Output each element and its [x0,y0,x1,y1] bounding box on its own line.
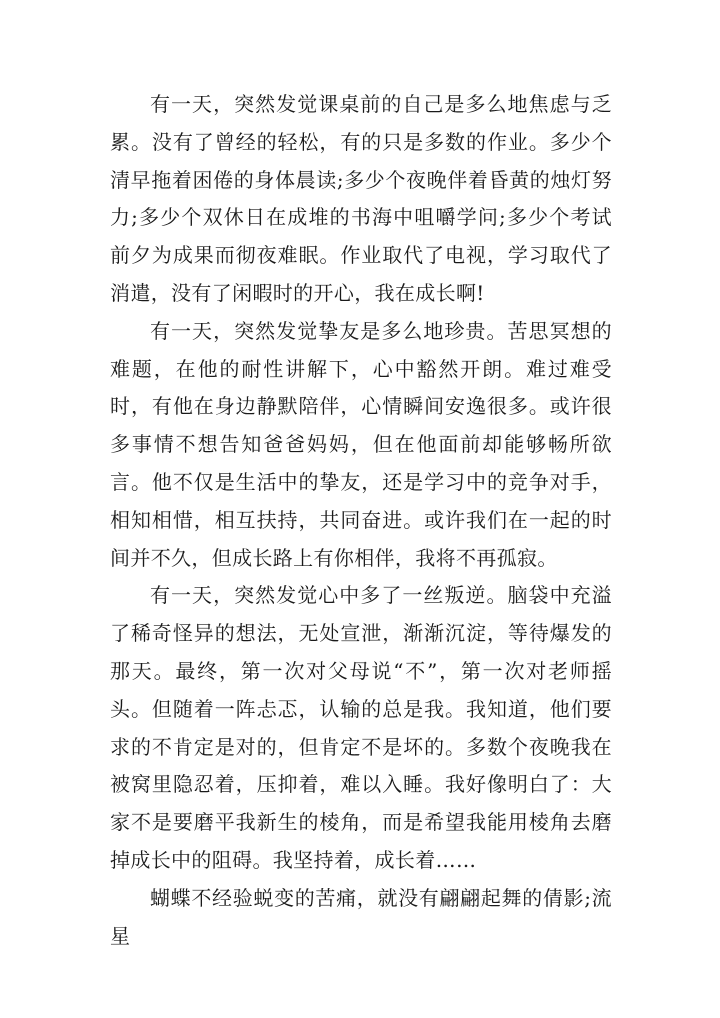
paragraph-4: 蝴蝶不经验蜕变的苦痛，就没有翩翩起舞的倩影;流星 [110,885,612,948]
paragraph-3: 有一天，突然发觉心中多了一丝叛逆。脑袋中充溢了稀奇怪异的想法，无处宣泄，渐渐沉淀，等待爆发的那天。最终，第一次对父母说“不”，第一次对老师摇头。但随着一阵忐忑，认输的总是我。我知道，他们要求的不肯定是对的，但肯定不是坏的。多数个夜晚我在被窝里隐忍着，压抑着，难以入睡。我好像明白了：大家不是要磨平我新生的棱角，而是希望我能用棱角去磨掉成长中的阻碍。我坚持着，成长着…… [110,583,612,872]
paragraph-2: 有一天，突然发觉挚友是多么地珍贵。苦思冥想的难题，在他的耐性讲解下，心中豁然开朗。难过难受时，有他在身边静默陪伴，心情瞬间安逸很多。或许很多事情不想告知爸爸妈妈，但在他面前却能够畅所欲言。他不仅是生活中的挚友，还是学习中的竞争对手，相知相惜，相互扶持，共同奋进。或许我们在一起的时间并不久，但成长路上有你相伴，我将不再孤寂。 [110,318,612,570]
document-body [110,86,612,955]
paragraph-1: 有一天，突然发觉课桌前的自己是多么地焦虑与乏累。没有了曾经的轻松，有的只是多数的作业。多少个清早拖着困倦的身体晨读;多少个夜晚伴着昏黄的烛灯努力;多少个双休日在成堆的书海中咀嚼学问;多少个考试前夕为成果而彻夜难眠。作业取代了电视，学习取代了消遣，没有了闲暇时的开心，我在成长啊! [110,92,612,305]
